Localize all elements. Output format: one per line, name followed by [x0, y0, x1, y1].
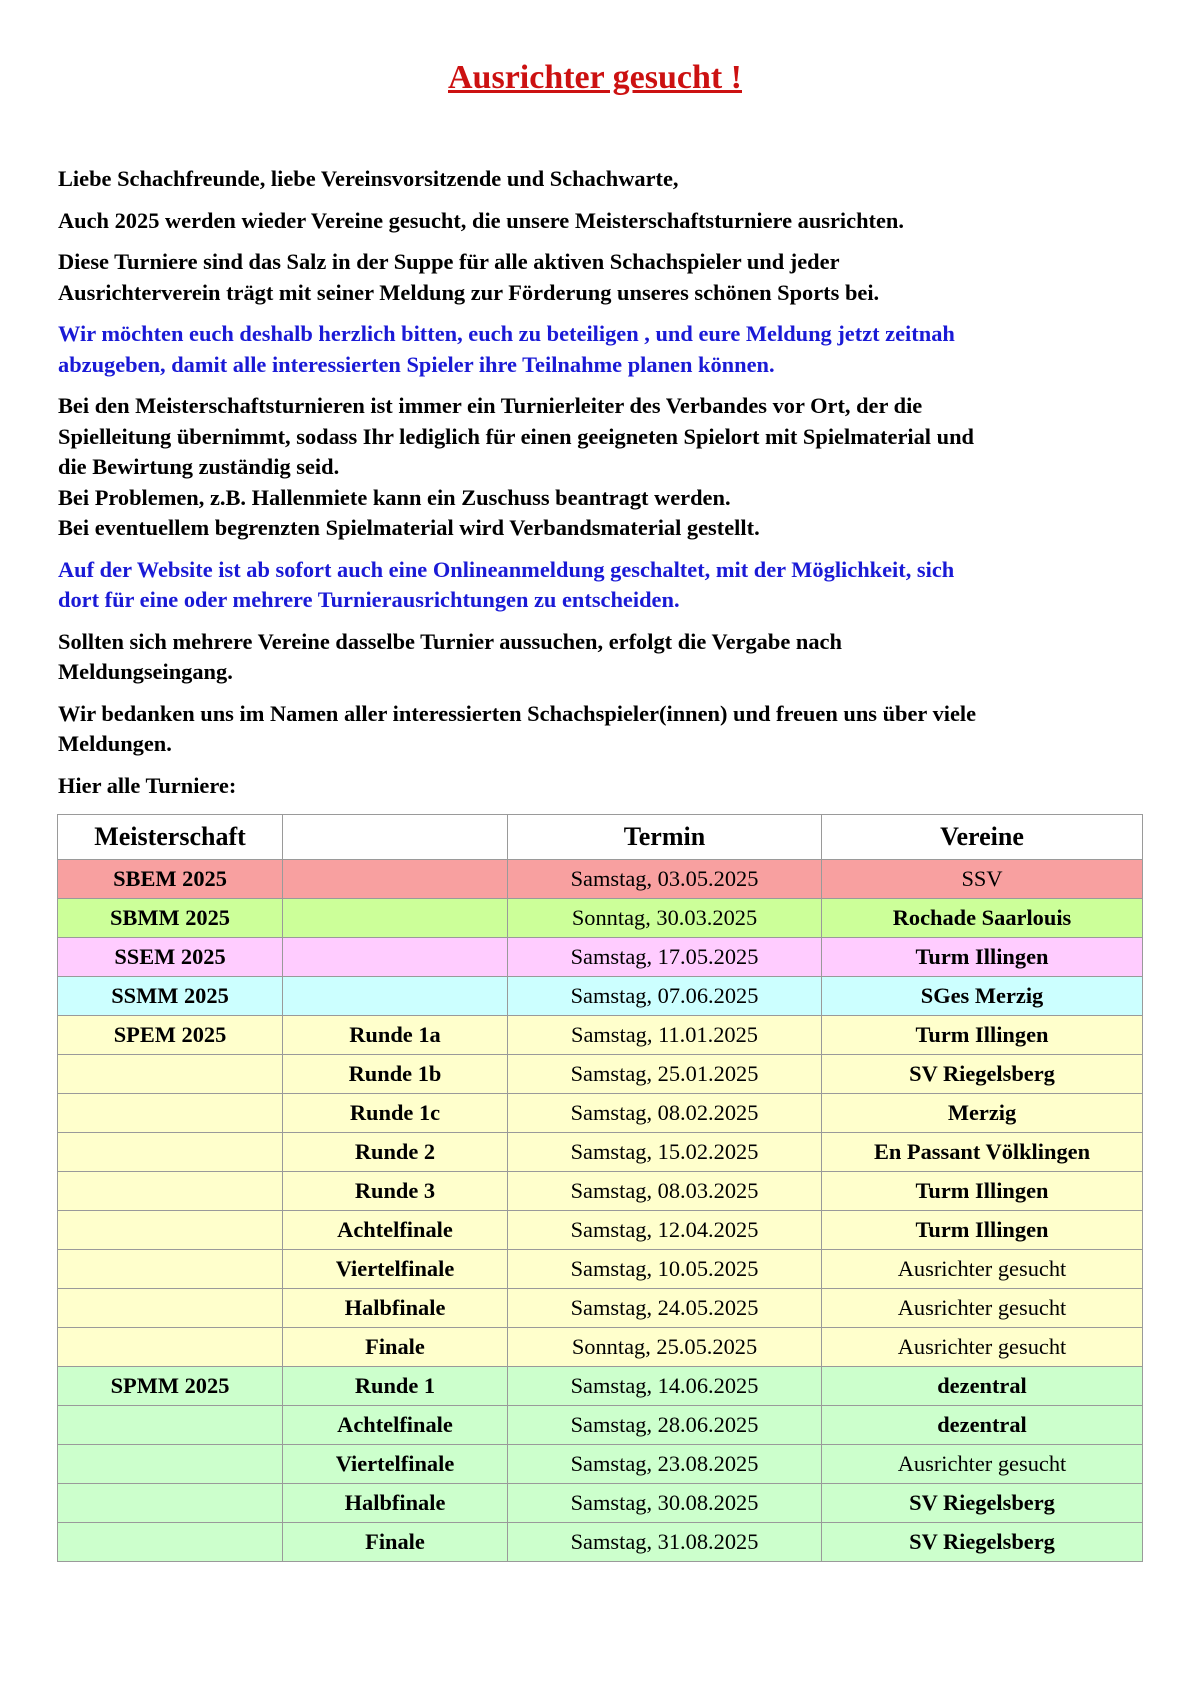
table-row: [58, 938, 1143, 977]
table-row: [58, 1250, 1143, 1289]
tournament-table: [57, 814, 1143, 1562]
paragraph-line: Bei den Meisterschaftsturnieren ist immer ein Turnierleiter des Verbandes vor Ort, der die: [58, 393, 923, 418]
cell-meisterschaft: [58, 1133, 283, 1172]
paragraph-line: Spielleitung übernimmt, sodass Ihr lediglich für einen geeigneten Spielort mit Spielmaterial und: [58, 423, 974, 449]
cell-meisterschaft: SBEM 2025: [58, 860, 283, 899]
cell-termin: Samstag, 12.04.2025: [508, 1211, 822, 1250]
cell-runde: Finale: [283, 1328, 508, 1367]
cell-runde: Viertelfinale: [283, 1445, 508, 1484]
cell-runde: Runde 1c: [283, 1094, 508, 1133]
cell-meisterschaft: [58, 1211, 283, 1250]
paragraph-line: die Bewirtung zuständig seid.: [58, 454, 340, 479]
cell-verein: En Passant Völklingen: [822, 1133, 1143, 1172]
cell-runde: [283, 899, 508, 938]
paragraph-line: Wir möchten euch deshalb herzlich bitten, euch zu beteiligen , und eure Meldung jetzt zeitnah: [58, 321, 955, 346]
cell-meisterschaft: [58, 1406, 283, 1445]
cell-runde: Runde 2: [283, 1133, 508, 1172]
cell-runde: Viertelfinale: [283, 1250, 508, 1289]
cell-meisterschaft: SBMM 2025: [58, 899, 283, 938]
cell-verein: Rochade Saarlouis: [822, 899, 1143, 938]
cell-verein: SV Riegelsberg: [822, 1484, 1143, 1523]
header-vereine: Vereine: [822, 815, 1143, 860]
cell-runde: [283, 938, 508, 977]
cell-termin: Samstag, 15.02.2025: [508, 1133, 822, 1172]
cell-runde: Halbfinale: [283, 1289, 508, 1328]
cell-verein: Merzig: [822, 1094, 1143, 1133]
cell-verein: Turm Illingen: [822, 1172, 1143, 1211]
cell-runde: Halbfinale: [283, 1484, 508, 1523]
cell-meisterschaft: [58, 1172, 283, 1211]
cell-meisterschaft: [58, 1055, 283, 1094]
table-row: [58, 1016, 1143, 1055]
cell-verein: SV Riegelsberg: [822, 1523, 1143, 1562]
cell-termin: Samstag, 07.06.2025: [508, 977, 822, 1016]
paragraph-1: [58, 164, 1148, 195]
cell-verein: SSV: [822, 860, 1143, 899]
cell-termin: Sonntag, 30.03.2025: [508, 899, 822, 938]
cell-termin: Samstag, 14.06.2025: [508, 1367, 822, 1406]
paragraph-line: Auf der Website ist ab sofort auch eine Onlineanmeldung geschaltet, mit der Möglichkeit, sich: [58, 556, 955, 582]
table-row: [58, 1133, 1143, 1172]
cell-meisterschaft: [58, 1250, 283, 1289]
cell-verein: Ausrichter gesucht: [822, 1250, 1143, 1289]
page-title: Ausrichter gesucht !: [448, 59, 742, 96]
paragraph-line: Liebe Schachfreunde, liebe Vereinsvorsitzende und Schachwarte,: [58, 166, 679, 191]
cell-runde: Finale: [283, 1523, 508, 1562]
paragraph-line: dort für eine oder mehrere Turnierausrichtungen zu entscheiden.: [58, 587, 680, 612]
cell-verein: SGes Merzig: [822, 977, 1143, 1016]
header-termin: Termin: [508, 815, 822, 860]
cell-termin: Samstag, 08.03.2025: [508, 1172, 822, 1211]
table-row: [58, 1445, 1143, 1484]
cell-meisterschaft: [58, 1094, 283, 1133]
paragraph-line: Meldungen.: [58, 731, 172, 756]
table-row: [58, 1523, 1143, 1562]
cell-meisterschaft: SSMM 2025: [58, 977, 283, 1016]
cell-verein: dezentral: [822, 1367, 1143, 1406]
table-row: [58, 1484, 1143, 1523]
paragraph-8: [58, 699, 1148, 760]
cell-verein: dezentral: [822, 1406, 1143, 1445]
table-row: [58, 1211, 1143, 1250]
cell-meisterschaft: [58, 1445, 283, 1484]
cell-runde: Achtelfinale: [283, 1211, 508, 1250]
table-row: [58, 1328, 1143, 1367]
paragraph-line: Auch 2025 werden wieder Vereine gesucht, die unsere Meisterschaftsturniere ausrichten.: [58, 207, 904, 233]
header-runde: [283, 815, 508, 860]
paragraph-line: Meldungseingang.: [58, 659, 233, 684]
table-row: [58, 1094, 1143, 1133]
table-row: [58, 899, 1143, 938]
table-row: [58, 1055, 1143, 1094]
cell-termin: Sonntag, 25.05.2025: [508, 1328, 822, 1367]
cell-termin: Samstag, 30.08.2025: [508, 1484, 822, 1523]
cell-meisterschaft: [58, 1289, 283, 1328]
cell-termin: Samstag, 25.01.2025: [508, 1055, 822, 1094]
table-row: [58, 1406, 1143, 1445]
cell-termin: Samstag, 28.06.2025: [508, 1406, 822, 1445]
cell-meisterschaft: SSEM 2025: [58, 938, 283, 977]
cell-termin: Samstag, 24.05.2025: [508, 1289, 822, 1328]
table-body: [58, 860, 1143, 1562]
table-row: [58, 1172, 1143, 1211]
cell-runde: [283, 977, 508, 1016]
cell-verein: Turm Illingen: [822, 1016, 1143, 1055]
paragraph-line: Bei eventuellem begrenzten Spielmaterial wird Verbandsmaterial gestellt.: [58, 515, 760, 540]
cell-runde: Runde 1: [283, 1367, 508, 1406]
cell-meisterschaft: SPEM 2025: [58, 1016, 283, 1055]
cell-verein: Ausrichter gesucht: [822, 1289, 1143, 1328]
paragraph-line: Bei Problemen, z.B. Hallenmiete kann ein Zuschuss beantragt werden.: [58, 484, 731, 510]
paragraph-line: Sollten sich mehrere Vereine dasselbe Turnier aussuchen, erfolgt die Vergabe nach: [58, 628, 842, 654]
header-meisterschaft: Meisterschaft: [58, 815, 283, 860]
paragraph-3: [58, 247, 1148, 308]
cell-termin: Samstag, 17.05.2025: [508, 938, 822, 977]
cell-meisterschaft: [58, 1484, 283, 1523]
cell-termin: Samstag, 10.05.2025: [508, 1250, 822, 1289]
paragraph-line: Diese Turniere sind das Salz in der Suppe für alle aktiven Schachspieler und jeder: [58, 249, 840, 274]
table-row: [58, 977, 1143, 1016]
paragraph-9: [58, 771, 1148, 802]
paragraph-line: Ausrichterverein trägt mit seiner Meldung zur Förderung unseres schönen Sports bei.: [58, 279, 880, 305]
body-text: [58, 164, 1148, 812]
cell-runde: Runde 1a: [283, 1016, 508, 1055]
cell-meisterschaft: SPMM 2025: [58, 1367, 283, 1406]
paragraph-line: Hier alle Turniere:: [58, 772, 237, 798]
paragraph-line: Wir bedanken uns im Namen aller interessierten Schachspieler(innen) und freuen uns über viele: [58, 700, 977, 726]
paragraph-5: [58, 391, 1148, 544]
cell-verein: Ausrichter gesucht: [822, 1328, 1143, 1367]
paragraph-6: [58, 555, 1148, 616]
cell-meisterschaft: [58, 1523, 283, 1562]
cell-meisterschaft: [58, 1328, 283, 1367]
cell-runde: Runde 3: [283, 1172, 508, 1211]
cell-verein: Turm Illingen: [822, 938, 1143, 977]
paragraph-7: [58, 627, 1148, 688]
cell-runde: Achtelfinale: [283, 1406, 508, 1445]
cell-termin: Samstag, 23.08.2025: [508, 1445, 822, 1484]
cell-verein: SV Riegelsberg: [822, 1055, 1143, 1094]
table-row: [58, 1289, 1143, 1328]
cell-runde: [283, 860, 508, 899]
paragraph-4: [58, 319, 1148, 380]
paragraph-line: abzugeben, damit alle interessierten Spieler ihre Teilnahme planen können.: [58, 351, 775, 377]
cell-termin: Samstag, 31.08.2025: [508, 1523, 822, 1562]
table-row: [58, 1367, 1143, 1406]
paragraph-2: [58, 206, 1148, 237]
cell-termin: Samstag, 08.02.2025: [508, 1094, 822, 1133]
cell-termin: Samstag, 03.05.2025: [508, 860, 822, 899]
cell-runde: Runde 1b: [283, 1055, 508, 1094]
cell-verein: Ausrichter gesucht: [822, 1445, 1143, 1484]
cell-verein: Turm Illingen: [822, 1211, 1143, 1250]
cell-termin: Samstag, 11.01.2025: [508, 1016, 822, 1055]
table-header-row: [58, 815, 1143, 860]
table-row: [58, 860, 1143, 899]
